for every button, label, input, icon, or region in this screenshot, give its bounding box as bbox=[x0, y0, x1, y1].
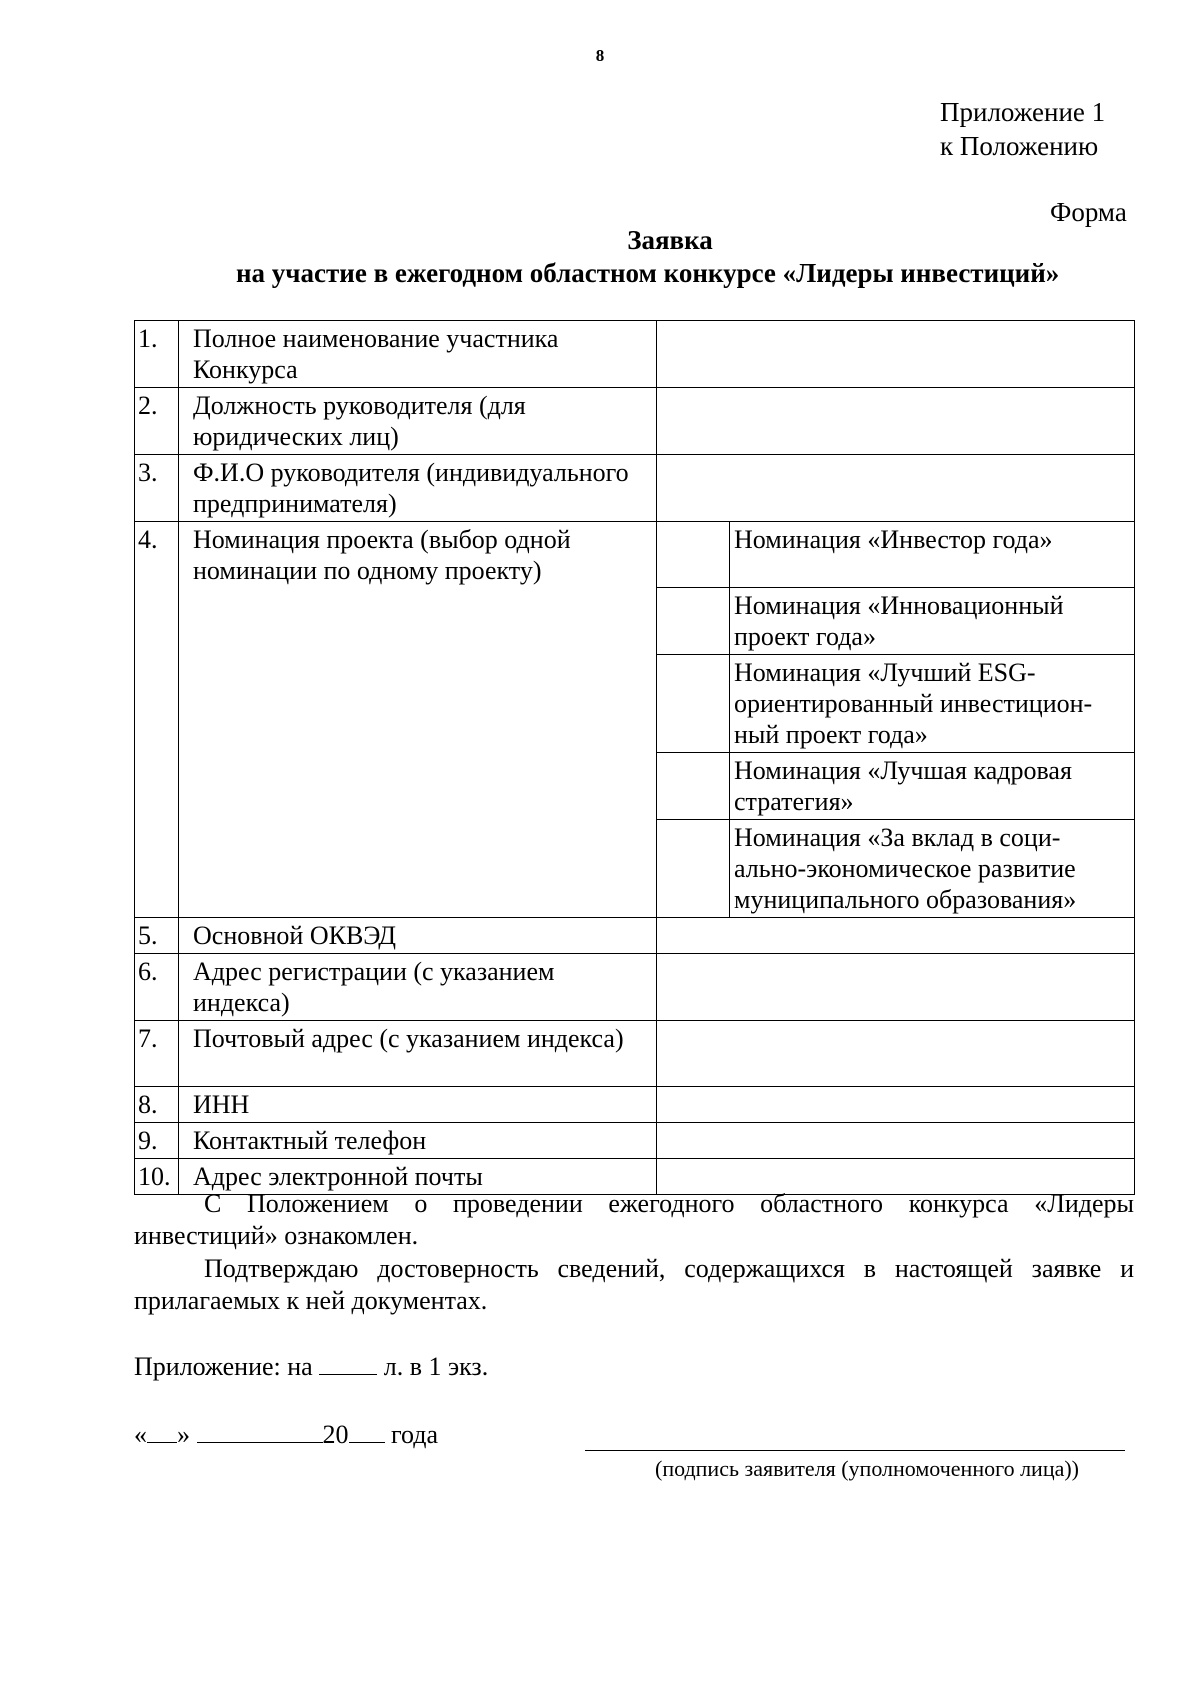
attachment-line bbox=[134, 1350, 488, 1382]
nomination-option: Номинация «Лучший ESG-ориентированный инвестицион-ный проект года» bbox=[730, 655, 1135, 753]
month-blank[interactable] bbox=[197, 1418, 323, 1443]
nomination-checkbox-cell[interactable] bbox=[657, 753, 730, 820]
row-number: 9. bbox=[135, 1123, 179, 1159]
year-prefix: 20 bbox=[322, 1420, 349, 1449]
value-cell-participant-name[interactable] bbox=[657, 321, 1135, 388]
row-number: 3. bbox=[135, 455, 179, 522]
date-line bbox=[134, 1418, 438, 1450]
value-cell-okved[interactable] bbox=[657, 918, 1135, 954]
nomination-option: Номинация «Инновационный проект года» bbox=[730, 588, 1135, 655]
row-number: 6. bbox=[135, 954, 179, 1021]
nomination-checkbox-cell[interactable] bbox=[657, 655, 730, 753]
sheet-count-blank[interactable] bbox=[319, 1350, 377, 1375]
value-cell-head-position[interactable] bbox=[657, 388, 1135, 455]
value-cell-phone[interactable] bbox=[657, 1123, 1135, 1159]
confirmation-text: Подтверждаю достоверность сведений, содержащихся в настоящей заявке и прилагаемых к ней документах. bbox=[134, 1254, 1134, 1315]
row-label: Адрес регистрации (с указанием индекса) bbox=[179, 954, 657, 1021]
value-cell-registration-address[interactable] bbox=[657, 954, 1135, 1021]
day-blank[interactable] bbox=[147, 1418, 177, 1443]
nomination-option: Номинация «За вклад в соци-ально-экономическое развитие муниципального образования» bbox=[730, 820, 1135, 918]
table-row bbox=[135, 321, 1135, 388]
table-row bbox=[135, 522, 1135, 588]
nomination-option: Номинация «Лучшая кадровая стратегия» bbox=[730, 753, 1135, 820]
row-number: 4. bbox=[135, 522, 179, 918]
application-table bbox=[134, 320, 1135, 1195]
table-row bbox=[135, 1021, 1135, 1087]
nomination-option: Номинация «Инвестор года» bbox=[730, 522, 1135, 588]
table-row bbox=[135, 1087, 1135, 1123]
form-label: Форма bbox=[1050, 197, 1127, 227]
date-close-quote: » bbox=[177, 1420, 190, 1449]
table-row bbox=[135, 388, 1135, 455]
signature-line[interactable] bbox=[585, 1450, 1125, 1451]
document-subtitle: на участие в ежегодном областном конкурсе «Лидеры инвестиций» bbox=[236, 258, 1060, 288]
page-number: 8 bbox=[595, 46, 605, 65]
table-row bbox=[135, 954, 1135, 1021]
row-number: 5. bbox=[135, 918, 179, 954]
nomination-checkbox-cell[interactable] bbox=[657, 522, 730, 588]
value-cell-inn[interactable] bbox=[657, 1087, 1135, 1123]
year-blank[interactable] bbox=[349, 1418, 385, 1443]
document-title: Заявка bbox=[627, 225, 713, 255]
value-cell-head-name[interactable] bbox=[657, 455, 1135, 522]
row-label: Должность руководителя (для юридических лиц) bbox=[179, 388, 657, 455]
row-label: Почтовый адрес (с указанием индекса) bbox=[179, 1021, 657, 1087]
appendix-label: Приложение 1 bbox=[940, 97, 1106, 127]
row-number: 8. bbox=[135, 1087, 179, 1123]
row-label: Ф.И.О руководителя (индивидуального предпринимателя) bbox=[179, 455, 657, 522]
row-label: Полное наименование участника Конкурса bbox=[179, 321, 657, 388]
attachment-suffix: л. в 1 экз. bbox=[383, 1352, 489, 1381]
table-row bbox=[135, 1123, 1135, 1159]
signature-caption: (подпись заявителя (уполномоченного лица)) bbox=[655, 1456, 1080, 1481]
date-open-quote: « bbox=[134, 1420, 147, 1449]
row-number: 7. bbox=[135, 1021, 179, 1087]
row-number: 1. bbox=[135, 321, 179, 388]
year-suffix: года bbox=[391, 1420, 439, 1449]
row-label: ИНН bbox=[179, 1087, 657, 1123]
value-cell-postal-address[interactable] bbox=[657, 1021, 1135, 1087]
row-number: 10. bbox=[135, 1159, 179, 1195]
row-label: Номинация проекта (выбор одной номинации по одному проекту) bbox=[179, 522, 657, 918]
row-label: Основной ОКВЭД bbox=[179, 918, 657, 954]
row-label: Адрес электронной почты bbox=[179, 1159, 657, 1195]
acknowledgement-text: С Положением о проведении ежегодного областного конкурса «Лидеры инвестиций» ознакомлен. bbox=[134, 1189, 1134, 1250]
nomination-checkbox-cell[interactable] bbox=[657, 820, 730, 918]
table-row bbox=[135, 918, 1135, 954]
attachment-prefix: Приложение: на bbox=[134, 1352, 313, 1381]
nomination-checkbox-cell[interactable] bbox=[657, 588, 730, 655]
table-row bbox=[135, 455, 1135, 522]
appendix-reference: к Положению bbox=[940, 131, 1099, 161]
row-number: 2. bbox=[135, 388, 179, 455]
row-label: Контактный телефон bbox=[179, 1123, 657, 1159]
